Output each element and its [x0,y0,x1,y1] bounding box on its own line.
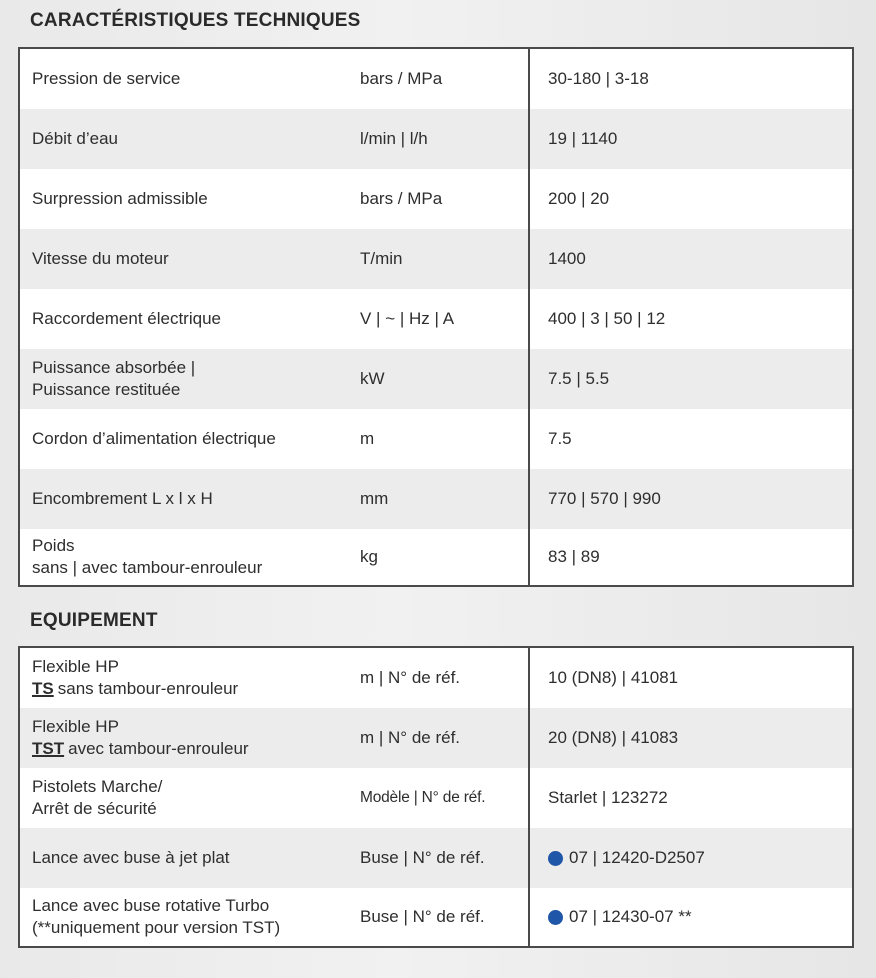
table-row [20,49,852,109]
row-unit: kW [360,369,385,388]
row-unit: V | ~ | Hz | A [360,309,455,328]
row-unit: l/min | l/h [360,129,428,148]
row-label-line1: Lance avec buse rotative Turbo [32,896,270,915]
row-label [20,716,358,760]
row-unit: m [360,429,375,448]
row-value: 20 (DN8) | 41083 [528,708,852,768]
table-row [20,888,852,946]
table-row [20,349,852,409]
row-label-line2-text: avec tambour-enrouleur [68,739,249,758]
row-label [20,357,358,401]
row-label [20,895,358,939]
row-label-line1: Poids [32,536,75,555]
row-unit: Buse | N° de réf. [360,848,485,867]
row-unit: m | N° de réf. [360,668,461,687]
row-value: Starlet | 123272 [528,768,852,828]
table-row [20,229,852,289]
row-value: 7.5 | 5.5 [528,349,852,409]
table-row [20,529,852,585]
row-unit: kg [360,547,378,566]
table-row [20,828,852,888]
row-label: Surpression admissible [32,189,208,208]
row-label: Vitesse du moteur [32,249,169,268]
row-label-line2 [32,738,358,760]
table-row [20,289,852,349]
row-label-line2 [32,678,358,700]
table-row [20,768,852,828]
row-label [20,776,358,820]
blue-dot-icon [548,910,563,925]
ts-tag: TS [32,679,54,698]
row-label-line1: Flexible HP [32,717,119,736]
technical-table [18,47,854,587]
table-row [20,708,852,768]
equipment-section-title: EQUIPEMENT [30,610,158,631]
row-value-text: 07 | 12420-D2507 [569,848,705,867]
row-value-text: 07 | 12430-07 ** [569,907,692,926]
row-value [528,888,852,946]
row-unit: T/min [360,249,403,268]
tst-tag: TST [32,739,65,758]
table-row [20,469,852,529]
row-value: 83 | 89 [528,529,852,585]
row-label: Lance avec buse à jet plat [32,848,230,867]
row-value: 7.5 [528,409,852,469]
row-label-line1: Pistolets Marche/ [32,777,163,796]
row-unit: m | N° de réf. [360,728,461,747]
equipment-table [18,646,854,948]
row-value: 1400 [528,229,852,289]
row-label-line2: Puissance restituée [32,380,181,399]
row-label: Débit d’eau [32,129,119,148]
row-label: Pression de service [32,69,181,88]
row-value: 30-180 | 3-18 [528,49,852,109]
row-value: 400 | 3 | 50 | 12 [528,289,852,349]
table-row [20,648,852,708]
table-row [20,169,852,229]
row-unit: bars / MPa [360,189,443,208]
row-label: Cordon d’alimentation électrique [32,429,276,448]
row-value: 10 (DN8) | 41081 [528,648,852,708]
row-value [528,828,852,888]
row-label: Encombrement L x l x H [32,489,213,508]
row-unit: mm [360,489,389,508]
table-row [20,409,852,469]
row-unit: bars / MPa [360,69,443,88]
row-value: 770 | 570 | 990 [528,469,852,529]
row-label [20,535,358,579]
row-label-line2: sans | avec tambour-enrouleur [32,558,263,577]
technical-section-title: CARACTÉRISTIQUES TECHNIQUES [30,10,361,31]
table-row [20,109,852,169]
row-label-line2-text: sans tambour-enrouleur [57,679,239,698]
row-label [20,656,358,700]
row-label: Raccordement électrique [32,309,221,328]
row-label-line2: Arrêt de sécurité [32,799,157,818]
row-value: 200 | 20 [528,169,852,229]
blue-dot-icon [548,851,563,866]
row-label-line1: Puissance absorbée | [32,358,196,377]
row-value: 19 | 1140 [528,109,852,169]
row-unit: Buse | N° de réf. [360,907,485,926]
row-unit: Modèle | N° de réf. [360,789,486,806]
row-label-line1: Flexible HP [32,657,119,676]
row-label-line2: (**uniquement pour version TST) [32,918,281,937]
